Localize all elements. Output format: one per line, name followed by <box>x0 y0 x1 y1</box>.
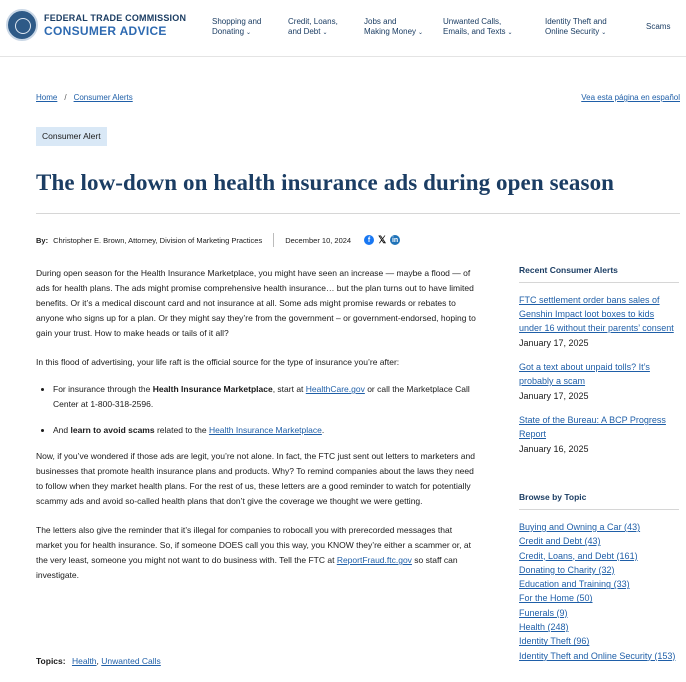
nav-scams[interactable]: Scams <box>646 22 671 31</box>
topic-link[interactable]: Identity Theft and Online Security (153) <box>519 650 676 661</box>
ftc-logo[interactable] <box>6 9 186 41</box>
topic-link[interactable]: Buying and Owning a Car (43) <box>519 522 641 532</box>
topic-link[interactable]: Credit, Loans, and Debt (161) <box>519 550 638 561</box>
site-name: CONSUMER ADVICE <box>44 23 167 38</box>
alert-link[interactable]: State of the Bureau: A BCP Progress Report <box>519 415 666 439</box>
topic-link[interactable]: Credit and Debt (43) <box>519 536 601 547</box>
browse-topics-heading: Browse by Topic <box>519 492 587 502</box>
browse-topics-panel <box>519 492 679 663</box>
source-list <box>53 382 476 438</box>
paragraph-letters: Now, if you’ve wondered if those ads are legit, you’re not alone. In fact, the FTC just sent out letters to marketers and businesses that promote health insurance plans and products. Why? To remind companies about the laws they need to follow when they market health plans. For the rest of us, these letters are a good reminder to watch for potentially scammy ads and avoid so-called health plans that don’t give the coverage we thought we were getting. <box>36 451 475 506</box>
breadcrumb: Home / Consumer Alerts <box>36 93 133 102</box>
site-header <box>0 0 686 57</box>
topic-link[interactable]: Funerals (9) <box>519 607 568 618</box>
marketplace-scams-link[interactable]: Health Insurance Marketplace <box>208 425 322 435</box>
paragraph-intro: During open season for the Health Insurance Marketplace, you might have seen an increase — maybe a flood — of ads for health plans. The ads might promise comprehensive health insurance… but the plan turns out to have limited benefits. Or it’s a medical discount card and not insurance at all. Some ads might promise rewards or rebates to anyone who signs up for a plan. Or they might say they’re from the government – or government-endorsed, hoping to gain your trust. How to make heads or tails of it all? <box>36 268 476 338</box>
paragraph-life-raft: In this flood of advertising, your life raft is the official source for the type of insurance you’re after: <box>36 357 400 367</box>
facebook-icon[interactable]: f <box>364 235 374 245</box>
chevron-down-icon: ⌄ <box>418 30 424 36</box>
nav-jobs[interactable]: Jobs and Making Money ⌄ <box>364 17 424 36</box>
healthcare-gov-link[interactable]: HealthCare.gov <box>305 384 365 394</box>
topic-link[interactable]: Donating to Charity (32) <box>519 564 615 575</box>
topic-list <box>519 520 679 663</box>
title-divider <box>36 213 680 214</box>
alert-link[interactable]: FTC settlement order bans sales of Genshin Impact loot boxes to kids under 16 without their parents’ consent <box>519 295 674 333</box>
breadcrumb-home[interactable]: Home <box>36 93 58 102</box>
recent-alerts-panel <box>519 265 679 456</box>
author: Christopher E. Brown, Attorney, Division of Marketing Practices <box>53 235 263 245</box>
list-item: • And learn to avoid scams related to the Health Insurance Marketplace. <box>53 423 476 438</box>
chevron-down-icon: ⌄ <box>322 30 328 36</box>
linkedin-icon[interactable]: in <box>391 236 399 244</box>
recent-alerts-heading: Recent Consumer Alerts <box>519 265 618 275</box>
article-body <box>36 266 476 597</box>
topic-link[interactable]: For the Home (50) <box>519 593 593 604</box>
page-title: The low-down on health insurance ads during open season <box>36 170 615 195</box>
article-topics: Topics: Health, Unwanted Calls <box>36 656 161 666</box>
list-item: • For insurance through the Health Insurance Marketplace, start at HealthCare.gov or call the Marketplace Call Center at 1-800-318-2596. <box>53 382 476 412</box>
ftc-seal-icon <box>6 9 38 41</box>
topic-link[interactable]: Education and Training (33) <box>519 579 630 590</box>
topic-unwanted-calls-link[interactable]: Unwanted Calls <box>101 656 161 666</box>
chevron-down-icon: ⌄ <box>246 30 252 36</box>
byline: By: Christopher E. Brown, Attorney, Division of Marketing Practices December 10, 2024 f 𝕏 in <box>36 234 399 246</box>
nav-credit[interactable]: Credit, Loans, and Debt ⌄ <box>288 17 338 36</box>
topic-link[interactable]: Identity Theft (96) <box>519 636 590 647</box>
breadcrumb-consumer-alerts[interactable]: Consumer Alerts <box>73 93 133 102</box>
alert-date: January 16, 2025 <box>519 444 589 454</box>
alert-date: January 17, 2025 <box>519 338 589 348</box>
publish-date: December 10, 2024 <box>285 235 352 245</box>
chevron-down-icon: ⌄ <box>601 30 607 36</box>
x-icon[interactable]: 𝕏 <box>378 234 387 246</box>
topic-health-link[interactable]: Health <box>71 656 97 666</box>
reportfraud-link[interactable]: ReportFraud.ftc.gov <box>336 555 412 565</box>
spanish-version-link[interactable]: Vea esta página en español <box>581 93 680 102</box>
chevron-down-icon: ⌄ <box>507 30 513 36</box>
nav-shopping[interactable]: Shopping and Donating ⌄ <box>212 17 262 36</box>
byline-divider <box>273 233 274 247</box>
topic-link[interactable]: Health (248) <box>519 622 569 633</box>
share-links <box>364 235 400 245</box>
alert-item <box>519 293 679 350</box>
alert-item <box>519 413 679 456</box>
paragraph-robocall: The letters also give the reminder that it’s illegal for companies to robocall you with prerecorded messages that market you for health insurance. So, if someone DOES call you this way, you KNOW they’re either a scammer or, at the very least, someone you might not want to do business with. Tell the FTC at ReportFraud.ftc.gov so staff can investigate. <box>36 525 471 580</box>
consumer-alert-badge: Consumer Alert <box>36 127 107 146</box>
nav-unwanted-calls[interactable]: Unwanted Calls, Emails, and Texts ⌄ <box>443 17 513 36</box>
nav-identity-theft[interactable]: Identity Theft and Online Security ⌄ <box>545 17 607 36</box>
alert-link[interactable]: Got a text about unpaid tolls? It’s probably a scam <box>519 362 650 386</box>
alert-date: January 17, 2025 <box>519 391 589 401</box>
alert-item <box>519 360 679 403</box>
agency-name: FEDERAL TRADE COMMISSION <box>44 12 187 23</box>
